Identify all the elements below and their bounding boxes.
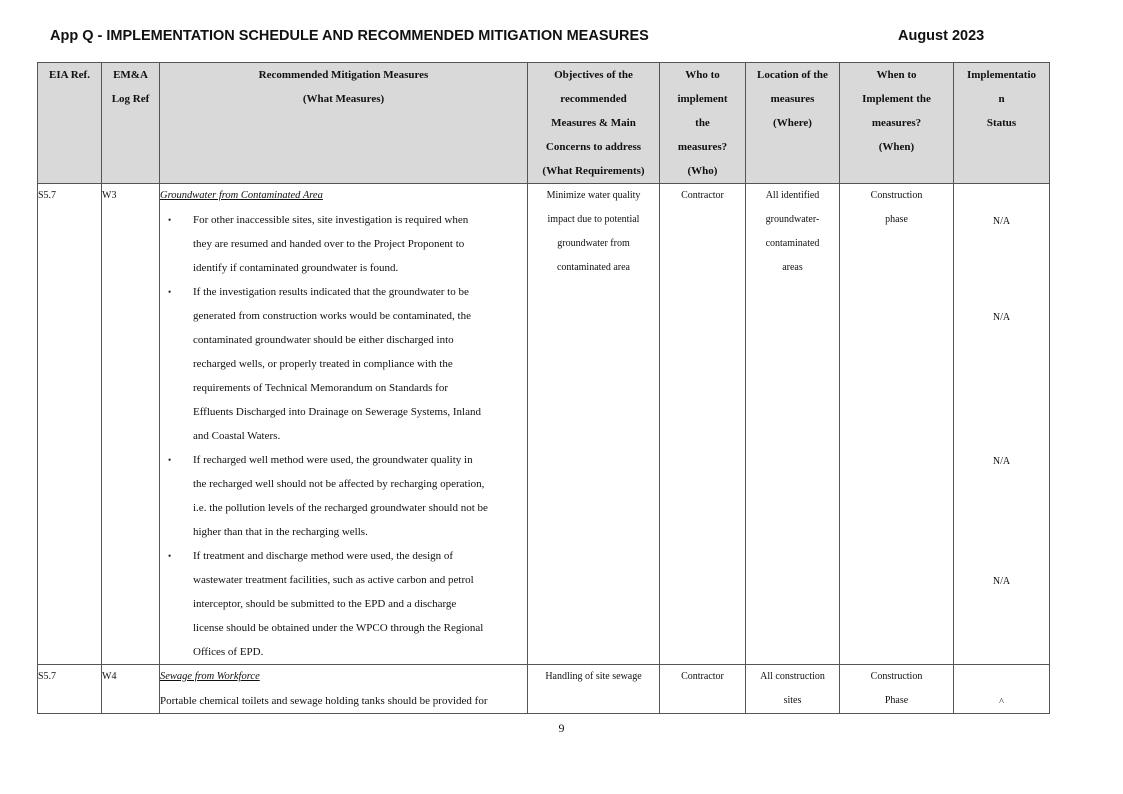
who-cell: Contractor xyxy=(660,184,746,665)
where-cell: All construction sites xyxy=(746,665,840,714)
table-row xyxy=(38,184,1050,665)
list-item: • If recharged well method were used, the groundwater quality in the recharged well should not be affected by recharging operation, i.e. the pollution levels of the recharged groundwater should not be higher than that in the recharging wells. xyxy=(160,448,527,544)
who-cell: Contractor xyxy=(660,665,746,714)
objectives-cell: Handling of site sewage xyxy=(528,665,660,714)
where-cell: All identified groundwater- contaminated areas xyxy=(746,184,840,665)
col-eia-ref: EIA Ref. xyxy=(38,63,102,184)
status-value: N/A xyxy=(992,312,1011,323)
log-ref-cell: W4 xyxy=(102,665,160,714)
document-date: August 2023 xyxy=(898,28,985,44)
status-value: N/A xyxy=(992,576,1011,587)
col-status: Implementatio n Status xyxy=(954,63,1050,184)
measures-cell xyxy=(160,665,528,714)
list-item: • For other inaccessible sites, site investigation is required when they are resumed and handed over to the Project Proponent to identify if contaminated groundwater is found. xyxy=(160,208,527,280)
document-title: App Q - IMPLEMENTATION SCHEDULE AND RECOMMENDED MITIGATION MEASURES xyxy=(50,28,649,44)
table-row xyxy=(38,665,1050,714)
col-when: When to Implement the measures? (When) xyxy=(840,63,954,184)
when-cell: Construction phase xyxy=(840,184,954,665)
measure-title: Groundwater from Contaminated Area xyxy=(160,190,323,201)
col-objectives: Objectives of the recommended Measures & Main Concerns to address (What Requirements) xyxy=(528,63,660,184)
measure-text: Portable chemical toilets and sewage holding tanks should be provided for xyxy=(160,695,488,707)
status-cell xyxy=(954,184,1050,665)
col-log-ref: EM&A Log Ref xyxy=(102,63,160,184)
table-header-row xyxy=(38,63,1050,184)
status-value: N/A xyxy=(992,456,1011,467)
page-number: 9 xyxy=(558,721,565,735)
measure-title: Sewage from Workforce xyxy=(160,671,260,682)
col-measures: Recommended Mitigation Measures (What Measures) xyxy=(160,63,528,184)
status-value: ^ xyxy=(999,697,1004,708)
measures-cell xyxy=(160,184,528,665)
eia-ref-cell: S5.7 xyxy=(38,665,102,714)
col-where: Location of the measures (Where) xyxy=(746,63,840,184)
objectives-cell: Minimize water quality impact due to potential groundwater from contaminated area xyxy=(528,184,660,665)
list-item: • If treatment and discharge method were used, the design of wastewater treatment facilities, such as active carbon and petrol interceptor, should be submitted to the EPD and a discharge license should be obtained under the WPCO through the Regional Offices of EPD. xyxy=(160,544,527,664)
log-ref-cell: W3 xyxy=(102,184,160,665)
status-cell xyxy=(954,665,1050,714)
col-who: Who to implement the measures? (Who) xyxy=(660,63,746,184)
mitigation-table xyxy=(37,62,1050,714)
list-item: • If the investigation results indicated that the groundwater to be generated from construction works would be contaminated, the contaminated groundwater should be either discharged into recharged wells, or properly treated in compliance with the requirements of Technical Memorandum on Standards for Effluents Discharged into Drainage on Sewerage Systems, Inland and Coastal Waters. xyxy=(160,280,527,448)
when-cell: Construction Phase xyxy=(840,665,954,714)
status-value: N/A xyxy=(992,216,1011,227)
eia-ref-cell: S5.7 xyxy=(38,184,102,665)
